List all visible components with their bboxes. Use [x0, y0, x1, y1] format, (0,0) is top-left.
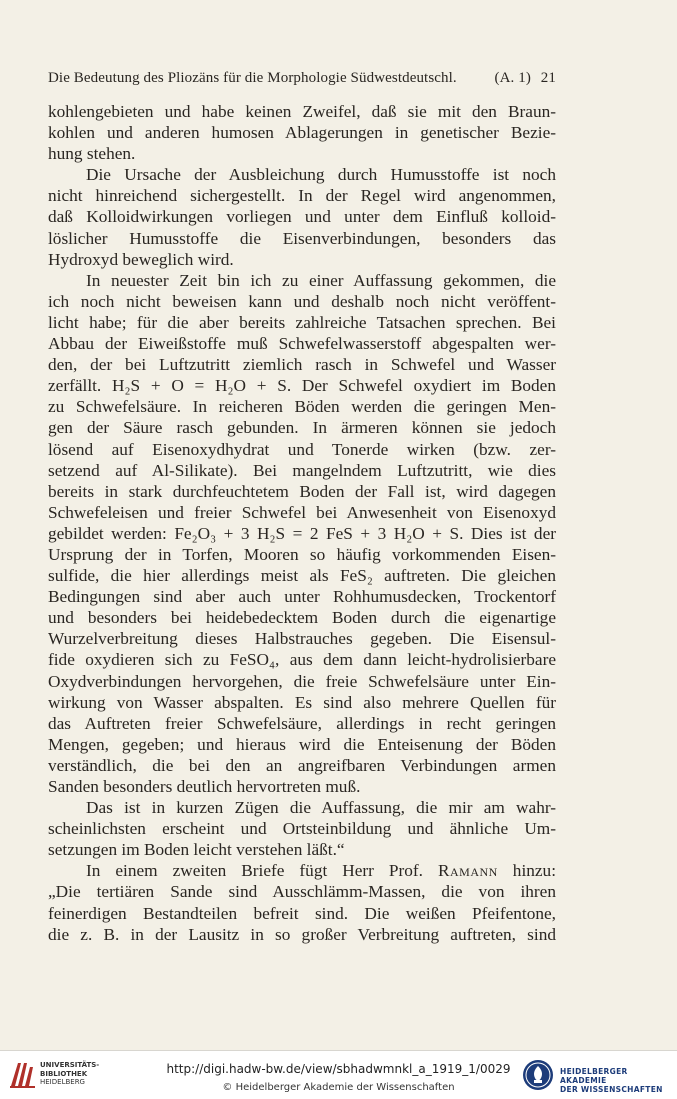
text-line: Ursprung der in Torfen, Mooren so häufig vorkommenden Eisen-	[48, 544, 556, 564]
text-line: löslicher Humusstoffe die Eisenverbindungen, besonders das	[48, 228, 556, 248]
text-line: Sanden besonders deutlich hervortreten muß.	[48, 777, 361, 796]
academy-seal-icon[interactable]	[522, 1059, 554, 1091]
text-line: Wurzelverbreitung dieses Halbstrauches gegeben. Die Eisensul-	[48, 629, 556, 649]
permalink-url[interactable]: http://digi.hadw-bw.de/view/sbhadwmnkl_a_1919_1/0029	[166, 1062, 511, 1076]
text-line: In einem zweiten Briefe fügt Herr Prof. Ramann hinzu:	[86, 861, 556, 881]
text-line: den, der bei Luftzutritt ziemlich rasch in Schwefel und Wasser	[48, 355, 556, 375]
text-line: lösend auf Eisenoxydhydrat und Tonerde wirken (bzw. zer-	[48, 439, 556, 459]
text-line: Mengen, gegeben; und hieraus wird die Enteisenung der Böden	[48, 734, 556, 754]
text-line: Schwefeleisen und freier Schwefel bei Anwesenheit von Eisenoxyd	[48, 502, 556, 522]
text-line: setzend auf Al-Silikate). Bei mangelndem Luftzutritt, wie dies	[48, 460, 556, 480]
academy-name: HEIDELBERGER AKADEMIE DER WISSENSCHAFTEN	[560, 1067, 663, 1094]
text-line: Abbau der Eiweißstoffe muß Schwefelwasserstoff abgespalten wer-	[48, 334, 556, 354]
running-header	[48, 70, 556, 87]
text-line: kohlengebieten und habe keinen Zweifel, daß sie mit den Braun-	[48, 102, 556, 121]
author-name: Ramann	[437, 861, 498, 881]
text-line: bereits in stark durchfeuchtetem Boden der Fall ist, wird dagegen	[48, 481, 556, 501]
running-title: Die Bedeutung des Pliozäns für die Morphologie Südwestdeutschl.	[48, 70, 457, 86]
text-line: wirkung von Wasser abspalten. Es sind also mehrere Quellen für	[48, 692, 556, 712]
text-line: „Die tertiären Sande sind Ausschlämm-Massen, die von ihren	[48, 882, 556, 902]
text-line: die z. B. in der Lausitz in so großer Verbreitung auftreten, sind	[48, 924, 556, 944]
text-line: Bedingungen sind aber auch unter Rohhumusdecken, Trockentorf	[48, 587, 556, 607]
text-line: sulfide, die hier allerdings meist als FeS₂ auftreten. Die gleichen	[48, 566, 556, 586]
text-line: Hydroxyd beweglich wird.	[48, 249, 234, 269]
text-line: gen der Säure rasch gebunden. In ärmeren können sie jedoch	[48, 418, 556, 438]
text-line: Oxydverbindungen hervorgehen, die freie Schwefelsäure unter Ein-	[48, 671, 556, 691]
university-library-name: UNIVERSITÄTS- BIBLIOTHEK HEIDELBERG	[40, 1061, 100, 1086]
text-line: nicht hinreichend sichergestellt. In der Regel wird angenommen,	[48, 186, 556, 206]
text-line: kohlen und anderen humosen Ablagerungen in genetischer Bezie-	[48, 123, 556, 143]
viewer-footer	[0, 1050, 677, 1099]
text-line: verständlich, die bei den an angreifbaren Verbindungen armen	[48, 755, 556, 775]
text-line: daß Kolloidwirkungen vorliegen und unter dem Einfluß kolloid-	[48, 207, 556, 227]
text-line: setzungen im Boden leicht verstehen läßt.“	[48, 840, 345, 860]
text-line: ich noch nicht beweisen kann und deshalb noch nicht veröffent-	[48, 291, 556, 311]
body-text	[48, 101, 556, 945]
page-number: 21	[540, 70, 556, 86]
text-line: scheinlichsten erscheint und Ortsteinbildung und ähnliche Um-	[48, 819, 556, 839]
text-line: Das ist in kurzen Zügen die Auffassung, die mir am wahr-	[86, 798, 556, 818]
text-line: Die Ursache der Ausbleichung durch Humusstoffe ist noch	[86, 165, 556, 185]
text-line: fide oxydieren sich zu FeSO₄, aus dem dann leicht-hydrolisierbare	[48, 650, 556, 670]
section-label: (A. 1)	[494, 70, 531, 86]
text-line: zu Schwefelsäure. In reicheren Böden werden die geringen Men-	[48, 397, 556, 417]
text-line: zerfällt. H₂S + O = H₂O + S. Der Schwefel oxydiert im Boden	[48, 376, 556, 396]
text-line: feinerdigen Bestandteilen befreit sind. Die weißen Pfeifentone,	[48, 903, 556, 923]
text-line: und besonders bei heidebedecktem Boden durch die eigenartige	[48, 608, 556, 628]
copyright-notice: © Heidelberger Akademie der Wissenschaften	[222, 1082, 455, 1093]
text-line: das Auftreten freier Schwefelsäure, allerdings in recht geringen	[48, 713, 556, 733]
text-line: hung stehen.	[48, 144, 136, 164]
text-line: licht habe; für die aber bereits zahlreiche Tatsachen sprechen. Bei	[48, 312, 556, 332]
text-line: In neuester Zeit bin ich zu einer Auffassung gekommen, die	[86, 270, 556, 290]
text-line: gebildet werden: Fe₂O₃ + 3 H₂S = 2 FeS + 3 H₂O + S. Dies ist der	[48, 523, 556, 543]
